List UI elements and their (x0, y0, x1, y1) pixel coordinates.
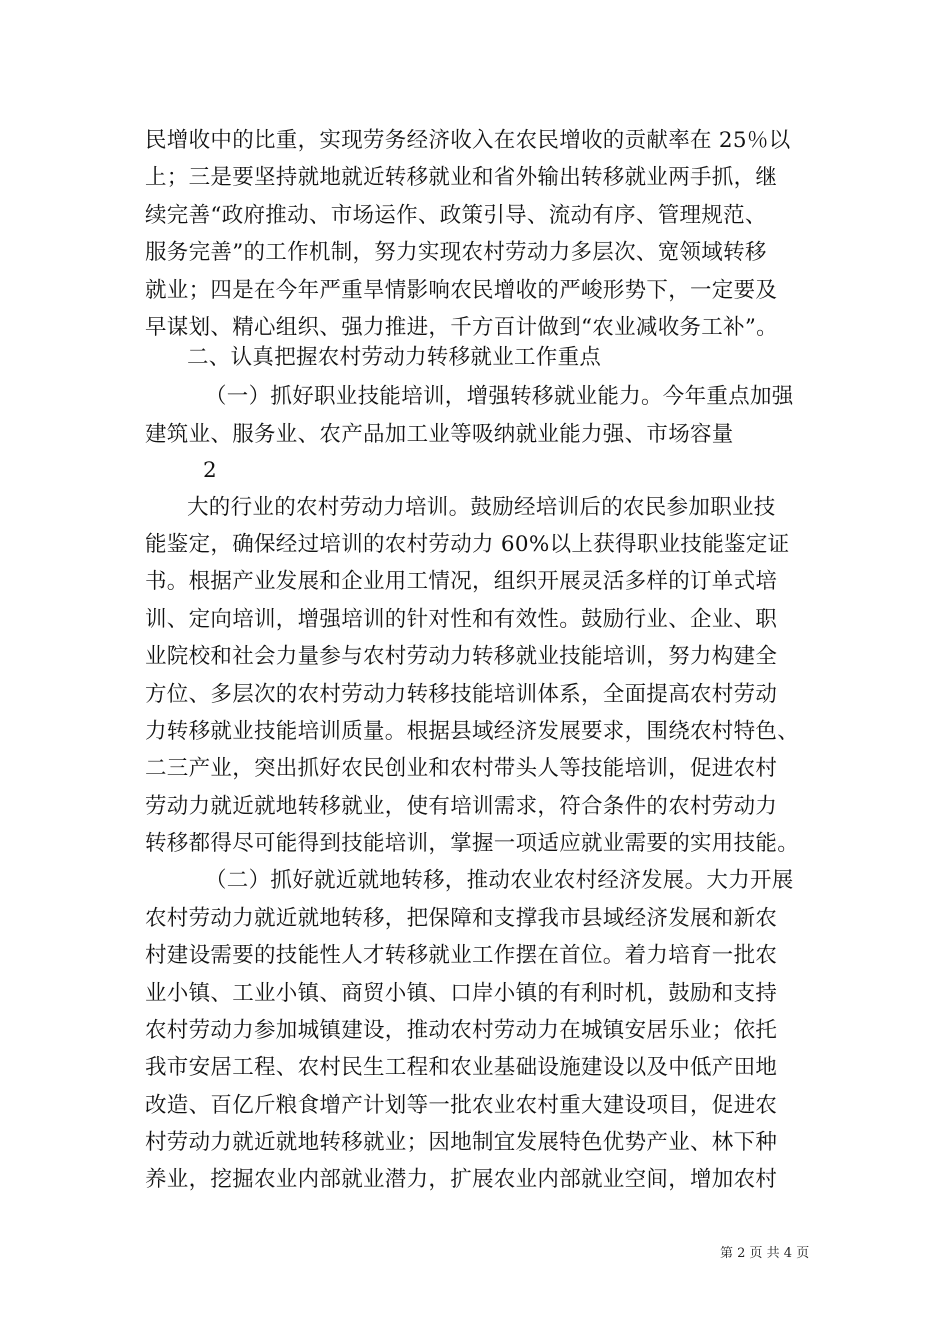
text-line: 大的行业的农村劳动力培训。鼓励经培训后的农民参加职业技 (187, 495, 776, 520)
text-line: 业院校和社会力量参与农村劳动力转移就业技能培训，努力构建全 (145, 644, 778, 669)
text-line: 就业；四是在今年严重旱情影响农民增收的严峻形势下，一定要及 (145, 278, 778, 303)
text-line: 农村劳动力参加城镇建设，推动农村劳动力在城镇安居乐业；依托 (145, 1018, 778, 1043)
text-line: 改造、百亿斤粮食增产计划等一批农业农村重大建设项目，促进农 (145, 1093, 778, 1118)
text-line: 二三产业，突出抓好农民创业和农村带头人等技能培训，促进农村 (145, 756, 778, 781)
text-line: 养业，挖掘农业内部就业潜力，扩展农业内部就业空间，增加农村 (145, 1167, 778, 1192)
text-line: 早谋划、精心组织、强力推进，千方百计做到“农业减收务工补”。 (145, 315, 778, 340)
text-line: 民增收中的比重，实现劳务经济收入在农民增收的贡献率在 25％以 (145, 128, 791, 153)
section-heading: 二、认真把握农村劳动力转移就业工作重点 (187, 345, 602, 370)
text-line: 业小镇、工业小镇、商贸小镇、口岸小镇的有利时机，鼓励和支持 (145, 981, 778, 1006)
subsection-heading: （一）抓好职业技能培训，增强转移就业能力。今年重点加强 (205, 384, 794, 409)
page-footer: 第 2 页 共 4 页 (720, 1246, 810, 1261)
text-line: 书。根据产业发展和企业用工情况，组织开展灵活多样的订单式培 (145, 569, 778, 594)
text-line: 农村劳动力就近就地转移，把保障和支撑我市县域经济发展和新农 (145, 906, 778, 931)
text-line: 我市安居工程、农村民生工程和农业基础设施建设以及中低产田地 (145, 1055, 778, 1080)
text-line: 训、定向培训，增强培训的针对性和有效性。鼓励行业、企业、职 (145, 607, 778, 632)
text-line: 续完善“政府推动、市场运作、政策引导、流动有序、管理规范、 (145, 203, 767, 228)
page-break-number: 2 (203, 458, 217, 483)
text-line: 村劳动力就近就地转移就业；因地制宜发展特色优势产业、林下种 (145, 1130, 778, 1155)
text-line: 转移都得尽可能得到技能培训，掌握一项适应就业需要的实用技能。 (145, 831, 800, 856)
text-line: 劳动力就近就地转移就业，使有培训需求，符合条件的农村劳动力 (145, 794, 778, 819)
text-line: 方位、多层次的农村劳动力转移技能培训体系，全面提高农村劳动 (145, 682, 778, 707)
subsection-heading: （二）抓好就近就地转移，推动农业农村经济发展。大力开展 (205, 868, 794, 893)
text-line: 服务完善”的工作机制，努力实现农村劳动力多层次、宽领域转移 (145, 240, 767, 265)
text-line: 村建设需要的技能性人才转移就业工作摆在首位。着力培育一批农 (145, 943, 778, 968)
text-line: 能鉴定，确保经过培训的农村劳动力 60%以上获得职业技能鉴定证 (145, 532, 790, 557)
text-line: 力转移就业技能培训质量。根据县域经济发展要求，围绕农村特色、 (145, 719, 800, 744)
text-line: 上；三是要坚持就地就近转移就业和省外输出转移就业两手抓，继 (145, 165, 778, 190)
text-line: 建筑业、服务业、农产品加工业等吸纳就业能力强、市场容量 (145, 422, 734, 447)
